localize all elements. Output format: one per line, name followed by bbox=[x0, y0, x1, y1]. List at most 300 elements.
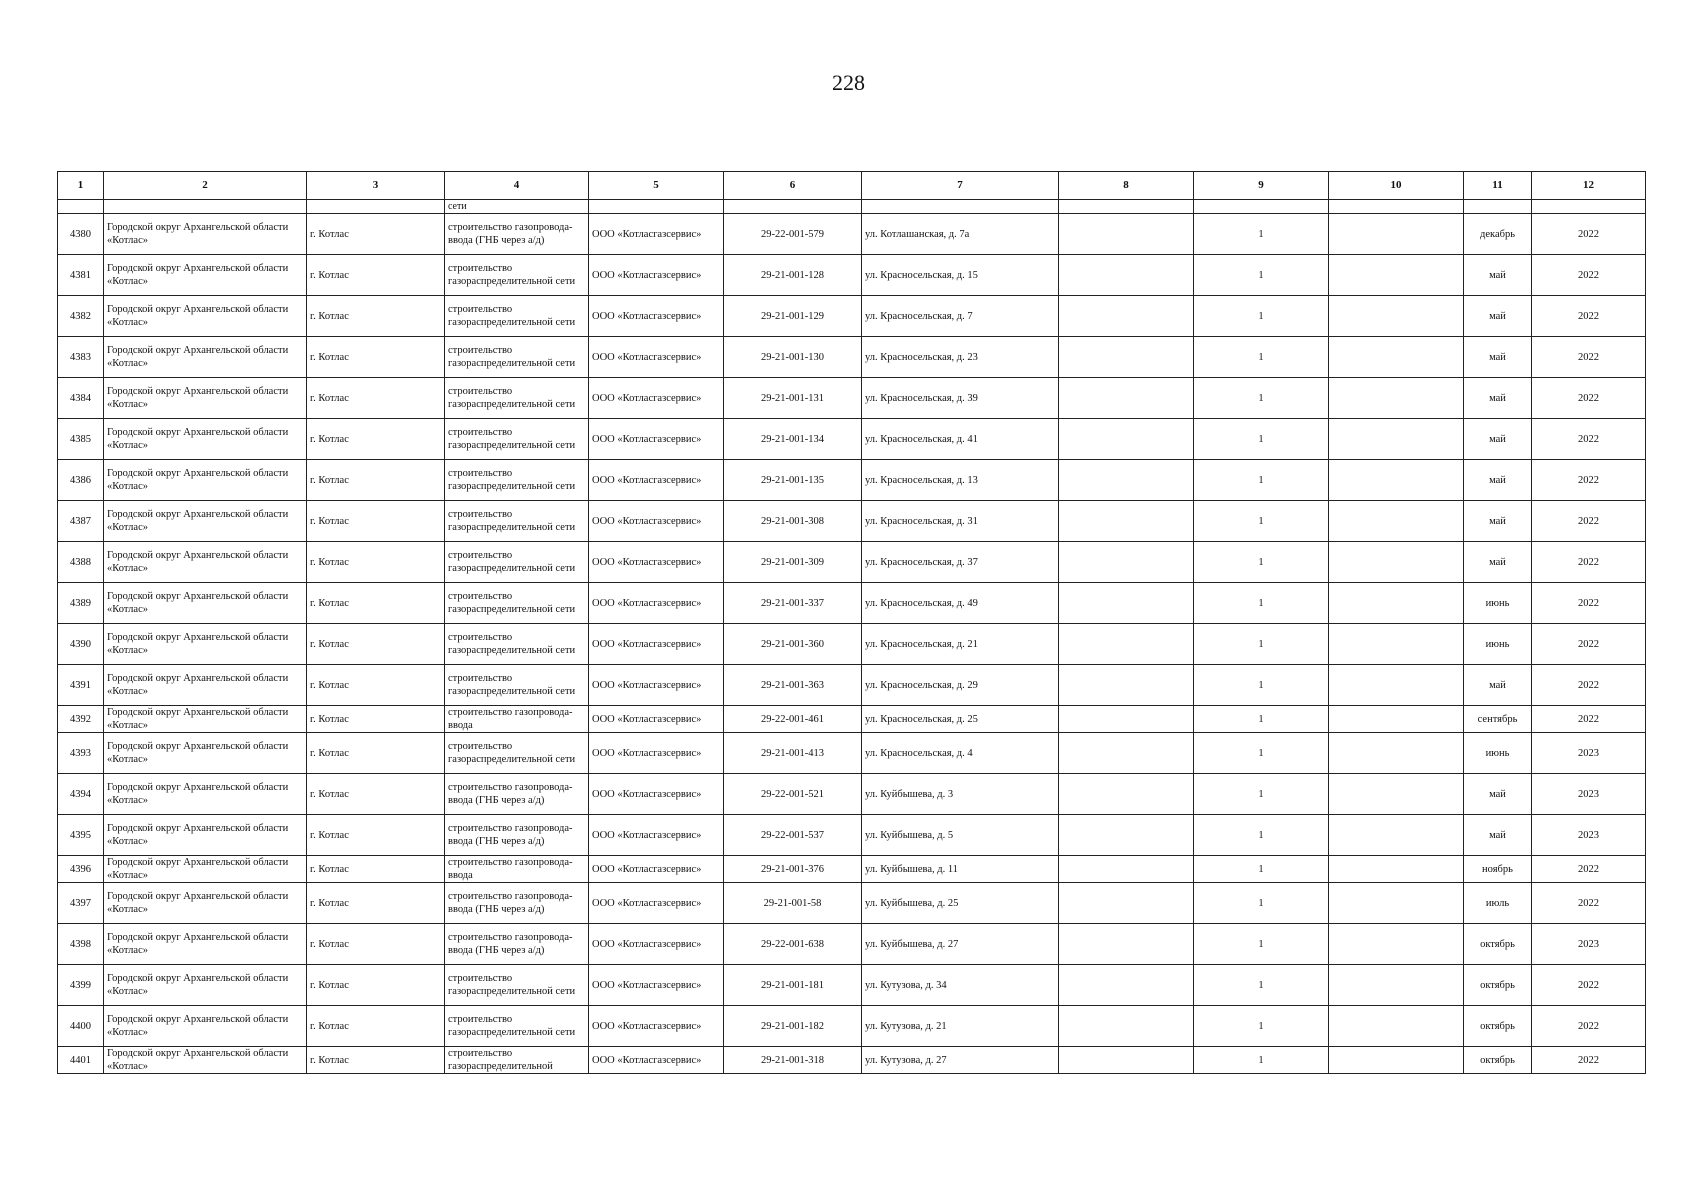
cell-district: Городской округ Архангельской области «Котлас» bbox=[104, 337, 307, 378]
cell-quantity: 1 bbox=[1194, 624, 1329, 665]
table-row bbox=[58, 419, 1646, 460]
cell-organization: ООО «Котласгазсервис» bbox=[589, 1006, 724, 1047]
cell-month: май bbox=[1464, 460, 1532, 501]
cell-year: 2022 bbox=[1532, 1006, 1646, 1047]
cell-code: 29-21-001-134 bbox=[724, 419, 862, 460]
cell-quantity: 1 bbox=[1194, 774, 1329, 815]
cell-work: строительство газопровода-ввода (ГНБ через а/д) bbox=[445, 883, 589, 924]
cell-month: июль bbox=[1464, 883, 1532, 924]
cell-address: ул. Куйбышева, д. 3 bbox=[862, 774, 1059, 815]
cell-quantity: 1 bbox=[1194, 460, 1329, 501]
cell-number: 4391 bbox=[58, 665, 104, 706]
cell-district: Городской округ Архангельской области «Котлас» bbox=[104, 665, 307, 706]
table-body bbox=[58, 200, 1646, 1074]
cell-month: май bbox=[1464, 774, 1532, 815]
cell-col10 bbox=[1329, 624, 1464, 665]
cell-code: 29-22-001-638 bbox=[724, 924, 862, 965]
cell-quantity: 1 bbox=[1194, 378, 1329, 419]
table-row bbox=[58, 856, 1646, 883]
table-header bbox=[58, 172, 1646, 200]
cell-work: строительство газораспределительной bbox=[445, 1047, 589, 1074]
cell-work: строительство газораспределительной сети bbox=[445, 378, 589, 419]
cell-col8 bbox=[1059, 419, 1194, 460]
cell-year: 2022 bbox=[1532, 883, 1646, 924]
table-row bbox=[58, 378, 1646, 419]
cell-organization: ООО «Котласгазсервис» bbox=[589, 965, 724, 1006]
cell-col8 bbox=[1059, 583, 1194, 624]
cell-work: строительство газораспределительной сети bbox=[445, 296, 589, 337]
cell-work: строительство газопровода-ввода (ГНБ через а/д) bbox=[445, 815, 589, 856]
cell-col10 bbox=[1329, 665, 1464, 706]
cell-address: ул. Красносельская, д. 15 bbox=[862, 255, 1059, 296]
cell-quantity: 1 bbox=[1194, 733, 1329, 774]
cell-col10 bbox=[1329, 255, 1464, 296]
cell-month: июнь bbox=[1464, 624, 1532, 665]
cell-quantity: 1 bbox=[1194, 501, 1329, 542]
cell-city: г. Котлас bbox=[307, 706, 445, 733]
cell-organization: ООО «Котласгазсервис» bbox=[589, 378, 724, 419]
cell-district: Городской округ Архангельской области «Котлас» bbox=[104, 378, 307, 419]
cell-number: 4380 bbox=[58, 214, 104, 255]
cell-year: 2022 bbox=[1532, 255, 1646, 296]
cell-work: строительство газораспределительной сети bbox=[445, 665, 589, 706]
cell-organization: ООО «Котласгазсервис» bbox=[589, 1047, 724, 1074]
cell-col8 bbox=[1059, 542, 1194, 583]
table-row bbox=[58, 255, 1646, 296]
table-row bbox=[58, 214, 1646, 255]
cell-address: ул. Котлашанская, д. 7а bbox=[862, 214, 1059, 255]
cell-month: май bbox=[1464, 255, 1532, 296]
cell-address: ул. Красносельская, д. 21 bbox=[862, 624, 1059, 665]
cell-district: Городской округ Архангельской области «Котлас» bbox=[104, 1047, 307, 1074]
cell-month: май bbox=[1464, 501, 1532, 542]
cell-col10 bbox=[1329, 924, 1464, 965]
cell-city: г. Котлас bbox=[307, 419, 445, 460]
cell-col8 bbox=[1059, 774, 1194, 815]
page-number: 228 bbox=[832, 70, 865, 95]
cell-number: 4386 bbox=[58, 460, 104, 501]
cell-month: май bbox=[1464, 337, 1532, 378]
cell-district: Городской округ Архангельской области «Котлас» bbox=[104, 774, 307, 815]
cell-work: строительство газораспределительной сети bbox=[445, 624, 589, 665]
cell-district: Городской округ Архангельской области «Котлас» bbox=[104, 965, 307, 1006]
cell-col8 bbox=[1059, 665, 1194, 706]
cell-col8 bbox=[1059, 965, 1194, 1006]
cell-district: Городской округ Архангельской области «Котлас» bbox=[104, 924, 307, 965]
cell-col10 bbox=[1329, 214, 1464, 255]
table-row bbox=[58, 774, 1646, 815]
cell-organization: ООО «Котласгазсервис» bbox=[589, 460, 724, 501]
cell-quantity: 1 bbox=[1194, 924, 1329, 965]
cell-code: 29-21-001-181 bbox=[724, 965, 862, 1006]
cell-address: ул. Куйбышева, д. 5 bbox=[862, 815, 1059, 856]
cell-month: июнь bbox=[1464, 583, 1532, 624]
cell-address: ул. Куйбышева, д. 27 bbox=[862, 924, 1059, 965]
column-header: 5 bbox=[589, 172, 724, 200]
cell-col8 bbox=[1059, 1047, 1194, 1074]
cell-city: г. Котлас bbox=[307, 1006, 445, 1047]
cell-year: 2022 bbox=[1532, 706, 1646, 733]
cell-number: 4388 bbox=[58, 542, 104, 583]
cell-city: г. Котлас bbox=[307, 965, 445, 1006]
cell-code: 29-21-001-337 bbox=[724, 583, 862, 624]
table-row bbox=[58, 624, 1646, 665]
cell-address: ул. Куйбышева, д. 11 bbox=[862, 856, 1059, 883]
cell-code: 29-21-001-182 bbox=[724, 1006, 862, 1047]
cell-organization: ООО «Котласгазсервис» bbox=[589, 624, 724, 665]
cell-col10 bbox=[1329, 883, 1464, 924]
cell-month: ноябрь bbox=[1464, 856, 1532, 883]
cell-city: г. Котлас bbox=[307, 624, 445, 665]
cell-work: строительство газораспределительной сети bbox=[445, 501, 589, 542]
cell-month: май bbox=[1464, 378, 1532, 419]
cell-district: Городской округ Архангельской области «Котлас» bbox=[104, 255, 307, 296]
cell-year: 2022 bbox=[1532, 419, 1646, 460]
cell-year: 2022 bbox=[1532, 501, 1646, 542]
table-row bbox=[58, 1006, 1646, 1047]
cell-organization: ООО «Котласгазсервис» bbox=[589, 665, 724, 706]
table-row bbox=[58, 924, 1646, 965]
cell-year: 2023 bbox=[1532, 733, 1646, 774]
cell-code: 29-22-001-521 bbox=[724, 774, 862, 815]
cell-col8 bbox=[1059, 624, 1194, 665]
cell-col8 bbox=[1059, 706, 1194, 733]
table-row bbox=[58, 733, 1646, 774]
cell-code: 29-21-001-376 bbox=[724, 856, 862, 883]
cell-number: 4394 bbox=[58, 774, 104, 815]
table-row bbox=[58, 883, 1646, 924]
cell-work: строительство газораспределительной сети bbox=[445, 419, 589, 460]
cell-code: 29-21-001-130 bbox=[724, 337, 862, 378]
cell-address: ул. Красносельская, д. 31 bbox=[862, 501, 1059, 542]
cell-number: 4390 bbox=[58, 624, 104, 665]
cell-month: октябрь bbox=[1464, 1047, 1532, 1074]
cell-month: октябрь bbox=[1464, 924, 1532, 965]
table-row bbox=[58, 815, 1646, 856]
cell-quantity: 1 bbox=[1194, 1006, 1329, 1047]
cell-code: 29-21-001-58 bbox=[724, 883, 862, 924]
cell-col8 bbox=[1059, 378, 1194, 419]
cell-code: 29-22-001-537 bbox=[724, 815, 862, 856]
cell-col10 bbox=[1329, 856, 1464, 883]
cell-year: 2022 bbox=[1532, 1047, 1646, 1074]
cell-work: строительство газопровода-ввода (ГНБ через а/д) bbox=[445, 214, 589, 255]
cell-city: г. Котлас bbox=[307, 1047, 445, 1074]
cell-year: 2022 bbox=[1532, 624, 1646, 665]
cell-organization: ООО «Котласгазсервис» bbox=[589, 883, 724, 924]
cell-col10 bbox=[1329, 378, 1464, 419]
cell-organization: ООО «Котласгазсервис» bbox=[589, 856, 724, 883]
cell-district: Городской округ Архангельской области «Котлас» bbox=[104, 419, 307, 460]
cell-district: Городской округ Архангельской области «Котлас» bbox=[104, 542, 307, 583]
cell-address: ул. Красносельская, д. 39 bbox=[862, 378, 1059, 419]
cell-address: ул. Кутузова, д. 21 bbox=[862, 1006, 1059, 1047]
cell-organization: ООО «Котласгазсервис» bbox=[589, 501, 724, 542]
cell-year: 2022 bbox=[1532, 583, 1646, 624]
cell-number: 4397 bbox=[58, 883, 104, 924]
column-header: 7 bbox=[862, 172, 1059, 200]
column-header: 4 bbox=[445, 172, 589, 200]
cell-month: май bbox=[1464, 542, 1532, 583]
cell-organization: ООО «Котласгазсервис» bbox=[589, 419, 724, 460]
cell-organization: ООО «Котласгазсервис» bbox=[589, 542, 724, 583]
cell-month: сентябрь bbox=[1464, 706, 1532, 733]
cell-number: 4389 bbox=[58, 583, 104, 624]
cell-organization: ООО «Котласгазсервис» bbox=[589, 924, 724, 965]
cell-number: 4382 bbox=[58, 296, 104, 337]
registry-table bbox=[57, 171, 1646, 1074]
cell-organization: ООО «Котласгазсервис» bbox=[589, 774, 724, 815]
cell-city: г. Котлас bbox=[307, 337, 445, 378]
cell-city: г. Котлас bbox=[307, 733, 445, 774]
cell-number: 4381 bbox=[58, 255, 104, 296]
cell-col8 bbox=[1059, 883, 1194, 924]
cell-col8 bbox=[1059, 1006, 1194, 1047]
cell-work: сети bbox=[445, 200, 589, 214]
column-header: 1 bbox=[58, 172, 104, 200]
cell-col8 bbox=[1059, 733, 1194, 774]
cell-year: 2023 bbox=[1532, 924, 1646, 965]
cell-number: 4401 bbox=[58, 1047, 104, 1074]
table-row bbox=[58, 460, 1646, 501]
column-header: 6 bbox=[724, 172, 862, 200]
cell-quantity: 1 bbox=[1194, 337, 1329, 378]
cell-organization: ООО «Котласгазсервис» bbox=[589, 255, 724, 296]
cell-city: г. Котлас bbox=[307, 255, 445, 296]
column-header: 9 bbox=[1194, 172, 1329, 200]
cell-district: Городской округ Архангельской области «Котлас» bbox=[104, 460, 307, 501]
cell-year: 2022 bbox=[1532, 965, 1646, 1006]
cell-district: Городской округ Архангельской области «Котлас» bbox=[104, 815, 307, 856]
table-row bbox=[58, 706, 1646, 733]
table-row bbox=[58, 1047, 1646, 1074]
cell-city: г. Котлас bbox=[307, 665, 445, 706]
cell-col8 bbox=[1059, 501, 1194, 542]
cell-city: г. Котлас bbox=[307, 378, 445, 419]
cell-col8 bbox=[1059, 924, 1194, 965]
cell-year: 2023 bbox=[1532, 774, 1646, 815]
cell-code: 29-21-001-363 bbox=[724, 665, 862, 706]
cell-quantity: 1 bbox=[1194, 255, 1329, 296]
column-header: 2 bbox=[104, 172, 307, 200]
cell-code: 29-21-001-309 bbox=[724, 542, 862, 583]
cell-address: ул. Красносельская, д. 13 bbox=[862, 460, 1059, 501]
cell-col10 bbox=[1329, 337, 1464, 378]
cell-col10 bbox=[1329, 296, 1464, 337]
cell-address: ул. Красносельская, д. 25 bbox=[862, 706, 1059, 733]
cell-work: строительство газораспределительной сети bbox=[445, 542, 589, 583]
cell-number: 4399 bbox=[58, 965, 104, 1006]
cell-month: октябрь bbox=[1464, 1006, 1532, 1047]
cell-quantity: 1 bbox=[1194, 856, 1329, 883]
cell-district: Городской округ Архангельской области «Котлас» bbox=[104, 856, 307, 883]
cell-organization: ООО «Котласгазсервис» bbox=[589, 337, 724, 378]
cell-year: 2022 bbox=[1532, 296, 1646, 337]
cell-code: 29-21-001-129 bbox=[724, 296, 862, 337]
column-header: 10 bbox=[1329, 172, 1464, 200]
cell-work: строительство газопровода-ввода (ГНБ через а/д) bbox=[445, 774, 589, 815]
cell-city: г. Котлас bbox=[307, 774, 445, 815]
table-row bbox=[58, 501, 1646, 542]
cell-month: май bbox=[1464, 815, 1532, 856]
table-row bbox=[58, 337, 1646, 378]
cell-year: 2022 bbox=[1532, 665, 1646, 706]
cell-code: 29-22-001-579 bbox=[724, 214, 862, 255]
table-row bbox=[58, 583, 1646, 624]
cell-col8 bbox=[1059, 296, 1194, 337]
cell-city: г. Котлас bbox=[307, 296, 445, 337]
cell-work: строительство газораспределительной сети bbox=[445, 337, 589, 378]
cell-quantity: 1 bbox=[1194, 542, 1329, 583]
cell-work: строительство газораспределительной сети bbox=[445, 460, 589, 501]
cell-number: 4395 bbox=[58, 815, 104, 856]
cell-address: ул. Кутузова, д. 27 bbox=[862, 1047, 1059, 1074]
column-header: 12 bbox=[1532, 172, 1646, 200]
cell-col10 bbox=[1329, 733, 1464, 774]
cell-work: строительство газораспределительной сети bbox=[445, 965, 589, 1006]
cell-year: 2022 bbox=[1532, 337, 1646, 378]
cell-quantity: 1 bbox=[1194, 1047, 1329, 1074]
cell-city: г. Котлас bbox=[307, 856, 445, 883]
cell-col10 bbox=[1329, 1006, 1464, 1047]
cell-organization: ООО «Котласгазсервис» bbox=[589, 296, 724, 337]
cell-quantity: 1 bbox=[1194, 965, 1329, 1006]
cell-city: г. Котлас bbox=[307, 815, 445, 856]
cell-number: 4392 bbox=[58, 706, 104, 733]
cell-number: 4384 bbox=[58, 378, 104, 419]
cell-number: 4398 bbox=[58, 924, 104, 965]
table-row bbox=[58, 965, 1646, 1006]
cell-city: г. Котлас bbox=[307, 501, 445, 542]
cell-col8 bbox=[1059, 460, 1194, 501]
cell-month: июнь bbox=[1464, 733, 1532, 774]
cell-address: ул. Красносельская, д. 4 bbox=[862, 733, 1059, 774]
cell-work: строительство газораспределительной сети bbox=[445, 255, 589, 296]
cell-district: Городской округ Архангельской области «Котлас» bbox=[104, 214, 307, 255]
cell-code: 29-21-001-308 bbox=[724, 501, 862, 542]
cell-col8 bbox=[1059, 214, 1194, 255]
cell-quantity: 1 bbox=[1194, 665, 1329, 706]
cell-number: 4400 bbox=[58, 1006, 104, 1047]
cell-city: г. Котлас bbox=[307, 924, 445, 965]
cell-organization: ООО «Котласгазсервис» bbox=[589, 815, 724, 856]
cell-col10 bbox=[1329, 542, 1464, 583]
table-row bbox=[58, 542, 1646, 583]
cell-city: г. Котлас bbox=[307, 583, 445, 624]
cell-organization: ООО «Котласгазсервис» bbox=[589, 733, 724, 774]
cell-col10 bbox=[1329, 419, 1464, 460]
cell-code: 29-22-001-461 bbox=[724, 706, 862, 733]
cell-col8 bbox=[1059, 255, 1194, 296]
cell-quantity: 1 bbox=[1194, 706, 1329, 733]
cell-address: ул. Красносельская, д. 41 bbox=[862, 419, 1059, 460]
cell-col10 bbox=[1329, 583, 1464, 624]
cell-col8 bbox=[1059, 337, 1194, 378]
cell-address: ул. Кутузова, д. 34 bbox=[862, 965, 1059, 1006]
table-row bbox=[58, 296, 1646, 337]
continuation-row bbox=[58, 200, 1646, 214]
cell-city: г. Котлас bbox=[307, 214, 445, 255]
cell-quantity: 1 bbox=[1194, 419, 1329, 460]
cell-address: ул. Красносельская, д. 49 bbox=[862, 583, 1059, 624]
cell-month: май bbox=[1464, 296, 1532, 337]
cell-work: строительство газопровода-ввода bbox=[445, 706, 589, 733]
cell-quantity: 1 bbox=[1194, 214, 1329, 255]
cell-code: 29-21-001-318 bbox=[724, 1047, 862, 1074]
cell-col10 bbox=[1329, 501, 1464, 542]
cell-col10 bbox=[1329, 965, 1464, 1006]
column-header: 11 bbox=[1464, 172, 1532, 200]
cell-address: ул. Красносельская, д. 23 bbox=[862, 337, 1059, 378]
cell-year: 2022 bbox=[1532, 214, 1646, 255]
cell-city: г. Котлас bbox=[307, 542, 445, 583]
cell-quantity: 1 bbox=[1194, 583, 1329, 624]
cell-col10 bbox=[1329, 706, 1464, 733]
cell-month: май bbox=[1464, 419, 1532, 460]
cell-district: Городской округ Архангельской области «Котлас» bbox=[104, 501, 307, 542]
cell-code: 29-21-001-128 bbox=[724, 255, 862, 296]
table-row bbox=[58, 665, 1646, 706]
cell-organization: ООО «Котласгазсервис» bbox=[589, 706, 724, 733]
cell-col10 bbox=[1329, 774, 1464, 815]
cell-district: Городской округ Архангельской области «Котлас» bbox=[104, 883, 307, 924]
cell-organization: ООО «Котласгазсервис» bbox=[589, 583, 724, 624]
cell-code: 29-21-001-360 bbox=[724, 624, 862, 665]
cell-district: Городской округ Архангельской области «Котлас» bbox=[104, 583, 307, 624]
cell-year: 2022 bbox=[1532, 460, 1646, 501]
cell-month: октябрь bbox=[1464, 965, 1532, 1006]
cell-year: 2023 bbox=[1532, 815, 1646, 856]
cell-year: 2022 bbox=[1532, 856, 1646, 883]
cell-month: декабрь bbox=[1464, 214, 1532, 255]
cell-work: строительство газораспределительной сети bbox=[445, 583, 589, 624]
cell-district: Городской округ Архангельской области «Котлас» bbox=[104, 733, 307, 774]
cell-quantity: 1 bbox=[1194, 883, 1329, 924]
cell-col8 bbox=[1059, 856, 1194, 883]
cell-district: Городской округ Архангельской области «Котлас» bbox=[104, 1006, 307, 1047]
cell-col8 bbox=[1059, 815, 1194, 856]
cell-quantity: 1 bbox=[1194, 296, 1329, 337]
cell-number: 4396 bbox=[58, 856, 104, 883]
cell-year: 2022 bbox=[1532, 542, 1646, 583]
cell-number: 4385 bbox=[58, 419, 104, 460]
cell-col10 bbox=[1329, 815, 1464, 856]
cell-col10 bbox=[1329, 1047, 1464, 1074]
cell-number: 4387 bbox=[58, 501, 104, 542]
cell-city: г. Котлас bbox=[307, 460, 445, 501]
cell-year: 2022 bbox=[1532, 378, 1646, 419]
column-header: 8 bbox=[1059, 172, 1194, 200]
cell-work: строительство газораспределительной сети bbox=[445, 1006, 589, 1047]
cell-address: ул. Куйбышева, д. 25 bbox=[862, 883, 1059, 924]
cell-address: ул. Красносельская, д. 29 bbox=[862, 665, 1059, 706]
cell-address: ул. Красносельская, д. 7 bbox=[862, 296, 1059, 337]
cell-district: Городской округ Архангельской области «Котлас» bbox=[104, 624, 307, 665]
cell-organization: ООО «Котласгазсервис» bbox=[589, 214, 724, 255]
cell-work: строительство газораспределительной сети bbox=[445, 733, 589, 774]
cell-work: строительство газопровода-ввода bbox=[445, 856, 589, 883]
cell-col10 bbox=[1329, 460, 1464, 501]
cell-code: 29-21-001-135 bbox=[724, 460, 862, 501]
cell-code: 29-21-001-131 bbox=[724, 378, 862, 419]
cell-district: Городской округ Архангельской области «Котлас» bbox=[104, 296, 307, 337]
cell-number: 4393 bbox=[58, 733, 104, 774]
cell-number: 4383 bbox=[58, 337, 104, 378]
cell-month: май bbox=[1464, 665, 1532, 706]
cell-district: Городской округ Архангельской области «Котлас» bbox=[104, 706, 307, 733]
cell-work: строительство газопровода-ввода (ГНБ через а/д) bbox=[445, 924, 589, 965]
column-header: 3 bbox=[307, 172, 445, 200]
